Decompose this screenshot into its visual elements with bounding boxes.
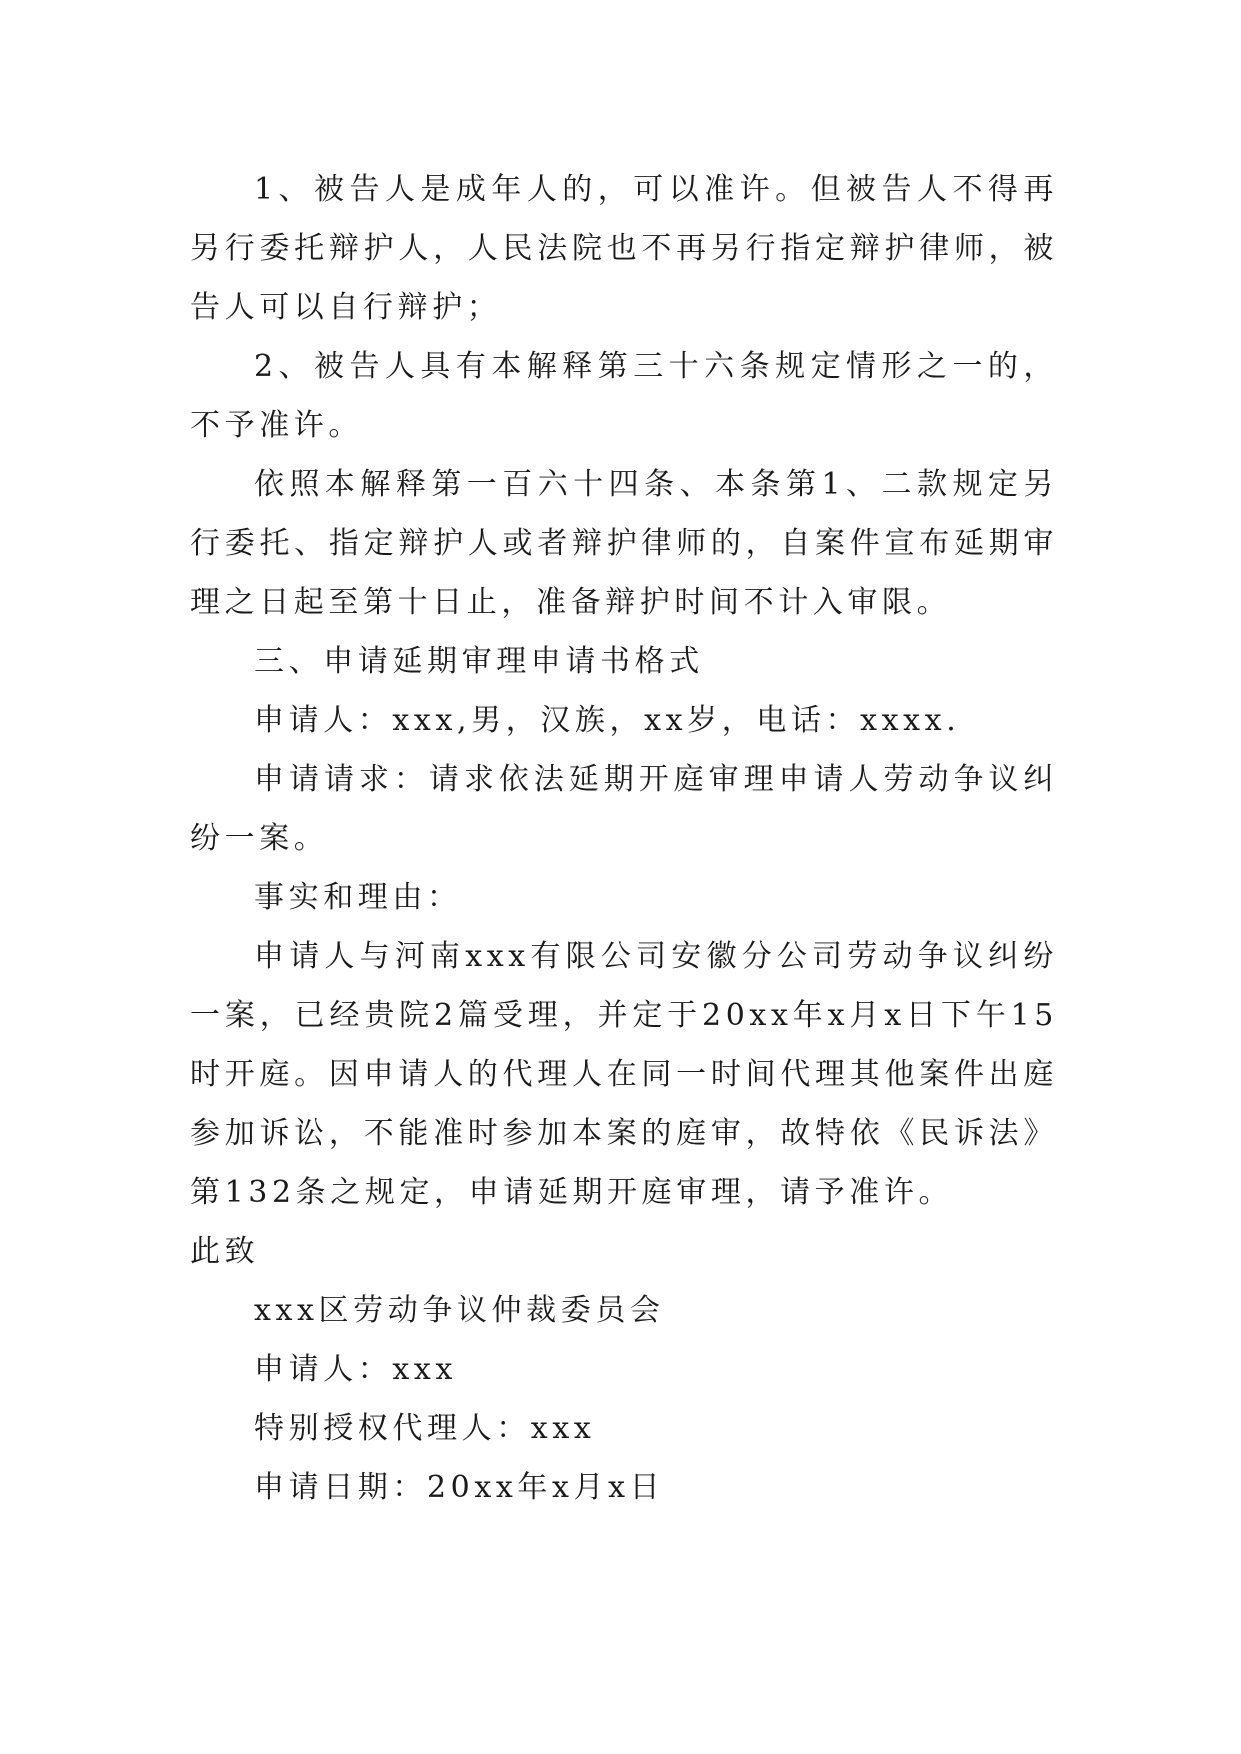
recipient: xxx区劳动争议仲裁委员会 (254, 1293, 665, 1328)
application-request: 申请请求：请求依法延期开庭审理申请人劳动争议纠纷一案。 (190, 762, 1058, 856)
document-body (190, 160, 1058, 1517)
facts-heading: 事实和理由： (254, 880, 462, 915)
section-heading-format: 三、申请延期审理申请书格式 (254, 644, 704, 679)
paragraph-adult-defendant: 1、被告人是成年人的，可以准许。但被告人不得再另行委托辩护人，人民法院也不再另行指定辩护律师，被告人可以自行辩护； (190, 172, 1058, 325)
paragraph-article-164: 依照本解释第一百六十四条、本条第1、二款规定另行委托、指定辩护人或者辩护律师的，自案件宣布延期审理之日起至第十日止，准备辩护时间不计入审限。 (190, 467, 1058, 620)
paragraph-article-36: 2、被告人具有本解释第三十六条规定情形之一的，不予准许。 (190, 349, 1058, 443)
signature-agent: 特别授权代理人：xxx (254, 1411, 596, 1446)
signature-applicant: 申请人：xxx (254, 1352, 457, 1387)
applicant-info: 申请人：xxx,男，汉族，xx岁，电话：xxxx. (254, 703, 961, 738)
facts-body: 申请人与河南xxx有限公司安徽分公司劳动争议纠纷一案，已经贵院2篇受理，并定于20xx年x月x日下午15时开庭。因申请人的代理人在同一时间代理其他案件出庭参加诉讼，不能准时参加本案的庭审，故特依《民诉法》第132条之规定，申请延期开庭审理，请予准许。 (190, 939, 1058, 1210)
application-date: 申请日期：20xx年x月x日 (254, 1470, 665, 1505)
salutation: 此致 (190, 1234, 260, 1269)
